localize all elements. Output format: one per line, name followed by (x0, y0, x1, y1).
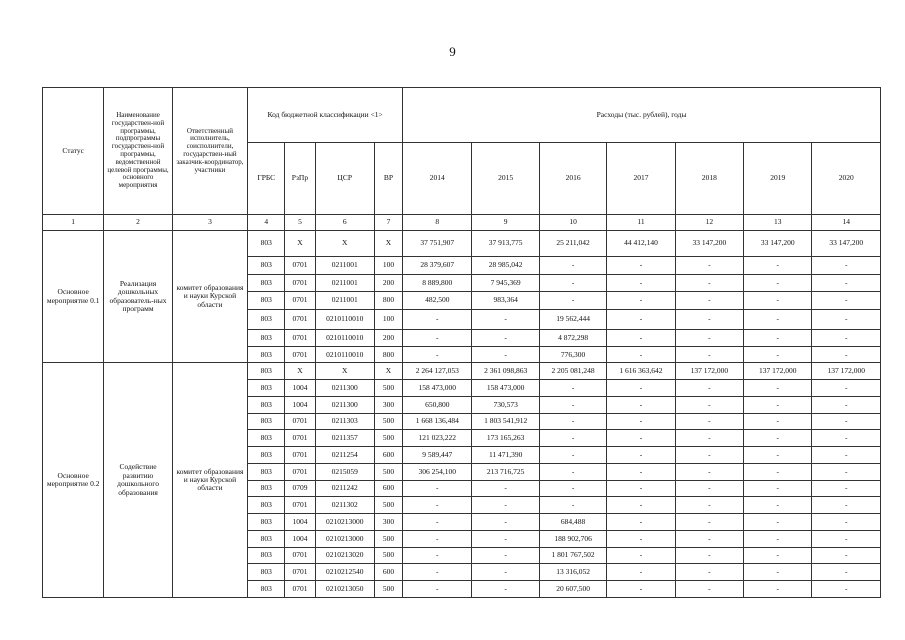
column-number: 8 (403, 215, 472, 231)
amount-cell: - (812, 497, 881, 514)
amount-cell: - (744, 430, 812, 447)
amount-cell: - (675, 497, 743, 514)
amount-cell: 650,800 (403, 396, 472, 413)
amount-cell: 7 945,369 (472, 274, 539, 292)
amount-cell: - (472, 347, 539, 363)
amount-cell: - (675, 309, 743, 329)
group-status: Основное мероприятие 0.2 (43, 363, 104, 598)
grbs-cell: 803 (248, 396, 285, 413)
column-number: 11 (607, 215, 675, 231)
csr-cell: 0210213050 (315, 581, 374, 598)
column-number: 3 (172, 215, 247, 231)
amount-cell: - (675, 581, 743, 598)
amount-cell: - (744, 274, 812, 292)
vr-cell: Х (374, 363, 402, 380)
column-number: 14 (812, 215, 881, 231)
amount-cell: - (744, 581, 812, 598)
vr-cell: 500 (374, 380, 402, 397)
rzpr-cell: 0701 (285, 329, 315, 347)
table-body (43, 231, 881, 598)
rzpr-cell: 0701 (285, 309, 315, 329)
amount-cell: - (744, 530, 812, 547)
rzpr-cell: 0701 (285, 257, 315, 275)
header-year: 2014 (403, 143, 472, 215)
column-number: 7 (374, 215, 402, 231)
column-number: 2 (104, 215, 172, 231)
table-row (43, 363, 881, 380)
amount-cell: - (607, 564, 675, 581)
csr-cell: 0211300 (315, 396, 374, 413)
amount-cell: 482,500 (403, 292, 472, 310)
vr-cell: 200 (374, 274, 402, 292)
budget-table (42, 87, 881, 598)
group-name: Содействие развитию дошкольного образования (104, 363, 172, 598)
amount-cell: - (744, 329, 812, 347)
amount-cell: - (403, 547, 472, 564)
amount-cell: - (539, 497, 606, 514)
vr-cell: 200 (374, 329, 402, 347)
amount-cell: 1 668 136,484 (403, 413, 472, 430)
amount-cell: - (607, 530, 675, 547)
amount-cell: - (607, 413, 675, 430)
grbs-cell: 803 (248, 413, 285, 430)
amount-cell: - (744, 497, 812, 514)
amount-cell: - (472, 329, 539, 347)
amount-cell: - (744, 547, 812, 564)
amount-cell: 37 751,907 (403, 231, 472, 257)
grbs-cell: 803 (248, 447, 285, 464)
amount-cell: - (812, 514, 881, 531)
column-number: 13 (744, 215, 812, 231)
amount-cell: - (744, 413, 812, 430)
amount-cell: 2 205 081,248 (539, 363, 606, 380)
rzpr-cell: 0701 (285, 463, 315, 480)
amount-cell: - (607, 514, 675, 531)
grbs-cell: 803 (248, 463, 285, 480)
amount-cell: - (812, 396, 881, 413)
amount-cell: 28 379,607 (403, 257, 472, 275)
csr-cell: 0210110010 (315, 329, 374, 347)
header-status: Статус (43, 88, 104, 215)
amount-cell: - (812, 380, 881, 397)
rzpr-cell: 0709 (285, 480, 315, 497)
amount-cell: - (403, 530, 472, 547)
amount-cell: - (539, 447, 606, 464)
amount-cell: - (675, 292, 743, 310)
amount-cell: - (675, 257, 743, 275)
amount-cell: - (607, 497, 675, 514)
vr-cell: 500 (374, 547, 402, 564)
rzpr-cell: 0701 (285, 564, 315, 581)
rzpr-cell: Х (285, 363, 315, 380)
amount-cell: - (812, 347, 881, 363)
amount-cell: 37 913,775 (472, 231, 539, 257)
amount-cell: 730,573 (472, 396, 539, 413)
amount-cell: 1 616 363,642 (607, 363, 675, 380)
csr-cell: 0210213000 (315, 514, 374, 531)
amount-cell: 8 889,800 (403, 274, 472, 292)
rzpr-cell: 0701 (285, 347, 315, 363)
csr-cell: 0211254 (315, 447, 374, 464)
amount-cell: 33 147,200 (812, 231, 881, 257)
column-number: 9 (472, 215, 539, 231)
amount-cell: - (472, 514, 539, 531)
group-executor: комитет образования и науки Курской области (172, 231, 247, 363)
amount-cell: 19 562,444 (539, 309, 606, 329)
amount-cell: - (744, 514, 812, 531)
amount-cell: - (403, 581, 472, 598)
amount-cell: 983,364 (472, 292, 539, 310)
amount-cell: - (607, 430, 675, 447)
amount-cell: - (675, 396, 743, 413)
amount-cell: - (675, 430, 743, 447)
amount-cell: 776,300 (539, 347, 606, 363)
amount-cell: 13 316,052 (539, 564, 606, 581)
amount-cell: 11 471,390 (472, 447, 539, 464)
grbs-cell: 803 (248, 274, 285, 292)
amount-cell: - (675, 514, 743, 531)
vr-cell: 800 (374, 292, 402, 310)
csr-cell: 0210213000 (315, 530, 374, 547)
rzpr-cell: 0701 (285, 581, 315, 598)
csr-cell: 0210110010 (315, 309, 374, 329)
amount-cell: - (744, 564, 812, 581)
amount-cell: - (403, 329, 472, 347)
amount-cell: - (812, 447, 881, 464)
amount-cell: - (744, 347, 812, 363)
amount-cell: 137 172,000 (812, 363, 881, 380)
amount-cell: - (472, 530, 539, 547)
amount-cell: - (607, 347, 675, 363)
amount-cell: - (744, 396, 812, 413)
amount-cell: - (539, 413, 606, 430)
amount-cell: - (744, 292, 812, 310)
amount-cell: - (812, 274, 881, 292)
grbs-cell: 803 (248, 292, 285, 310)
vr-cell: 300 (374, 514, 402, 531)
amount-cell: 33 147,200 (744, 231, 812, 257)
rzpr-cell: 0701 (285, 292, 315, 310)
amount-cell: - (675, 380, 743, 397)
amount-cell: 25 211,042 (539, 231, 606, 257)
amount-cell: - (812, 564, 881, 581)
amount-cell: - (744, 447, 812, 464)
amount-cell: - (539, 480, 606, 497)
rzpr-cell: 0701 (285, 447, 315, 464)
rzpr-cell: 0701 (285, 430, 315, 447)
grbs-cell: 803 (248, 363, 285, 380)
vr-cell: 500 (374, 497, 402, 514)
group-executor: комитет образования и науки Курской области (172, 363, 247, 598)
vr-cell: 600 (374, 447, 402, 464)
amount-cell: - (539, 257, 606, 275)
csr-cell: 0211300 (315, 380, 374, 397)
amount-cell: - (675, 530, 743, 547)
amount-cell: 44 412,140 (607, 231, 675, 257)
column-number: 5 (285, 215, 315, 231)
vr-cell: 100 (374, 257, 402, 275)
amount-cell: - (607, 309, 675, 329)
amount-cell: 1 803 541,912 (472, 413, 539, 430)
amount-cell: - (607, 396, 675, 413)
amount-cell: - (812, 329, 881, 347)
amount-cell: - (812, 463, 881, 480)
vr-cell: 500 (374, 430, 402, 447)
csr-cell: 0211242 (315, 480, 374, 497)
group-status: Основное мероприятие 0.1 (43, 231, 104, 363)
csr-cell: 0211001 (315, 257, 374, 275)
amount-cell: - (675, 347, 743, 363)
amount-cell: - (539, 292, 606, 310)
column-number: 4 (248, 215, 285, 231)
csr-cell: 0210212540 (315, 564, 374, 581)
amount-cell: - (675, 480, 743, 497)
amount-cell: - (744, 380, 812, 397)
amount-cell: - (812, 257, 881, 275)
amount-cell: 188 902,706 (539, 530, 606, 547)
grbs-cell: 803 (248, 380, 285, 397)
header-grbs: ГРБС (248, 143, 285, 215)
amount-cell: - (607, 480, 675, 497)
header-year: 2018 (675, 143, 743, 215)
amount-cell: - (812, 547, 881, 564)
group-name: Реализация дошкольных образователь-ных программ (104, 231, 172, 363)
header-year: 2016 (539, 143, 606, 215)
grbs-cell: 803 (248, 480, 285, 497)
amount-cell: - (539, 396, 606, 413)
header-executor: Ответственный исполнитель, соисполнители, государствен-ный заказчик-координатор, участники (172, 88, 247, 215)
csr-cell: 0211001 (315, 274, 374, 292)
grbs-cell: 803 (248, 257, 285, 275)
amount-cell: 121 023,222 (403, 430, 472, 447)
amount-cell: - (607, 547, 675, 564)
column-number: 10 (539, 215, 606, 231)
amount-cell: - (812, 413, 881, 430)
amount-cell: - (607, 463, 675, 480)
amount-cell: 2 264 127,053 (403, 363, 472, 380)
amount-cell: 684,488 (539, 514, 606, 531)
amount-cell: 158 473,000 (403, 380, 472, 397)
grbs-cell: 803 (248, 497, 285, 514)
amount-cell: - (539, 430, 606, 447)
rzpr-cell: 0701 (285, 274, 315, 292)
amount-cell: - (812, 581, 881, 598)
rzpr-cell: 0701 (285, 497, 315, 514)
csr-cell: 0210213020 (315, 547, 374, 564)
grbs-cell: 803 (248, 547, 285, 564)
amount-cell: 137 172,000 (744, 363, 812, 380)
amount-cell: 33 147,200 (675, 231, 743, 257)
amount-cell: - (744, 309, 812, 329)
amount-cell: - (607, 329, 675, 347)
amount-cell: - (812, 480, 881, 497)
column-number: 12 (675, 215, 743, 231)
vr-cell: 600 (374, 480, 402, 497)
amount-cell: - (403, 497, 472, 514)
vr-cell: 100 (374, 309, 402, 329)
rzpr-cell: 1004 (285, 380, 315, 397)
amount-cell: - (607, 380, 675, 397)
csr-cell: 0211001 (315, 292, 374, 310)
csr-cell: Х (315, 231, 374, 257)
amount-cell: - (403, 514, 472, 531)
amount-cell: - (403, 347, 472, 363)
csr-cell: 0210110010 (315, 347, 374, 363)
csr-cell: 0211357 (315, 430, 374, 447)
amount-cell: 173 165,263 (472, 430, 539, 447)
amount-cell: - (812, 530, 881, 547)
header-vr: ВР (374, 143, 402, 215)
grbs-cell: 803 (248, 564, 285, 581)
amount-cell: - (675, 447, 743, 464)
rzpr-cell: 1004 (285, 514, 315, 531)
grbs-cell: 803 (248, 309, 285, 329)
csr-cell: 0211303 (315, 413, 374, 430)
grbs-cell: 803 (248, 347, 285, 363)
grbs-cell: 803 (248, 530, 285, 547)
amount-cell: - (607, 581, 675, 598)
header-budget-code: Код бюджетной классификации <1> (248, 88, 403, 143)
amount-cell: - (812, 430, 881, 447)
amount-cell: - (675, 463, 743, 480)
amount-cell: - (539, 380, 606, 397)
amount-cell: - (744, 463, 812, 480)
vr-cell: Х (374, 231, 402, 257)
rzpr-cell: 0701 (285, 413, 315, 430)
column-number: 1 (43, 215, 104, 231)
amount-cell: - (675, 413, 743, 430)
amount-cell: 28 985,042 (472, 257, 539, 275)
column-number-row (43, 215, 881, 231)
page-number: 9 (449, 44, 456, 59)
amount-cell: - (403, 564, 472, 581)
csr-cell: 0211302 (315, 497, 374, 514)
csr-cell: 0215059 (315, 463, 374, 480)
grbs-cell: 803 (248, 231, 285, 257)
amount-cell: - (472, 547, 539, 564)
amount-cell: - (607, 257, 675, 275)
header-year: 2017 (607, 143, 675, 215)
amount-cell: - (607, 274, 675, 292)
amount-cell: - (472, 309, 539, 329)
amount-cell: - (403, 309, 472, 329)
amount-cell: - (812, 292, 881, 310)
vr-cell: 500 (374, 463, 402, 480)
amount-cell: - (472, 564, 539, 581)
header-year: 2020 (812, 143, 881, 215)
amount-cell: - (675, 329, 743, 347)
amount-cell: - (607, 447, 675, 464)
header-rzpr: РзПр (285, 143, 315, 215)
amount-cell: 306 254,100 (403, 463, 472, 480)
vr-cell: 500 (374, 581, 402, 598)
amount-cell: - (607, 292, 675, 310)
amount-cell: - (744, 480, 812, 497)
amount-cell: - (472, 581, 539, 598)
vr-cell: 500 (374, 413, 402, 430)
amount-cell: 9 589,447 (403, 447, 472, 464)
grbs-cell: 803 (248, 329, 285, 347)
table-row (43, 231, 881, 257)
amount-cell: - (539, 463, 606, 480)
amount-cell: 20 607,500 (539, 581, 606, 598)
grbs-cell: 803 (248, 581, 285, 598)
csr-cell: Х (315, 363, 374, 380)
column-number: 6 (315, 215, 374, 231)
rzpr-cell: 1004 (285, 530, 315, 547)
amount-cell: - (472, 480, 539, 497)
header-name: Наименование государствен-ной программы, подпрограммы государствен-ной программы, ведомственной целевой программы, основного мероприятия (104, 88, 172, 215)
amount-cell: - (472, 497, 539, 514)
rzpr-cell: Х (285, 231, 315, 257)
header-expenses: Расходы (тыс. рублей), годы (403, 88, 881, 143)
amount-cell: 213 716,725 (472, 463, 539, 480)
amount-cell: - (675, 274, 743, 292)
amount-cell: 4 872,298 (539, 329, 606, 347)
amount-cell: - (539, 274, 606, 292)
vr-cell: 500 (374, 530, 402, 547)
vr-cell: 300 (374, 396, 402, 413)
vr-cell: 800 (374, 347, 402, 363)
amount-cell: - (744, 257, 812, 275)
rzpr-cell: 0701 (285, 547, 315, 564)
grbs-cell: 803 (248, 514, 285, 531)
vr-cell: 600 (374, 564, 402, 581)
header-year: 2015 (472, 143, 539, 215)
amount-cell: - (403, 480, 472, 497)
rzpr-cell: 1004 (285, 396, 315, 413)
amount-cell: 2 361 098,863 (472, 363, 539, 380)
amount-cell: 137 172,000 (675, 363, 743, 380)
header-year: 2019 (744, 143, 812, 215)
amount-cell: 1 801 767,502 (539, 547, 606, 564)
header-csr: ЦСР (315, 143, 374, 215)
grbs-cell: 803 (248, 430, 285, 447)
amount-cell: 158 473,000 (472, 380, 539, 397)
amount-cell: - (675, 564, 743, 581)
amount-cell: - (812, 309, 881, 329)
amount-cell: - (675, 547, 743, 564)
